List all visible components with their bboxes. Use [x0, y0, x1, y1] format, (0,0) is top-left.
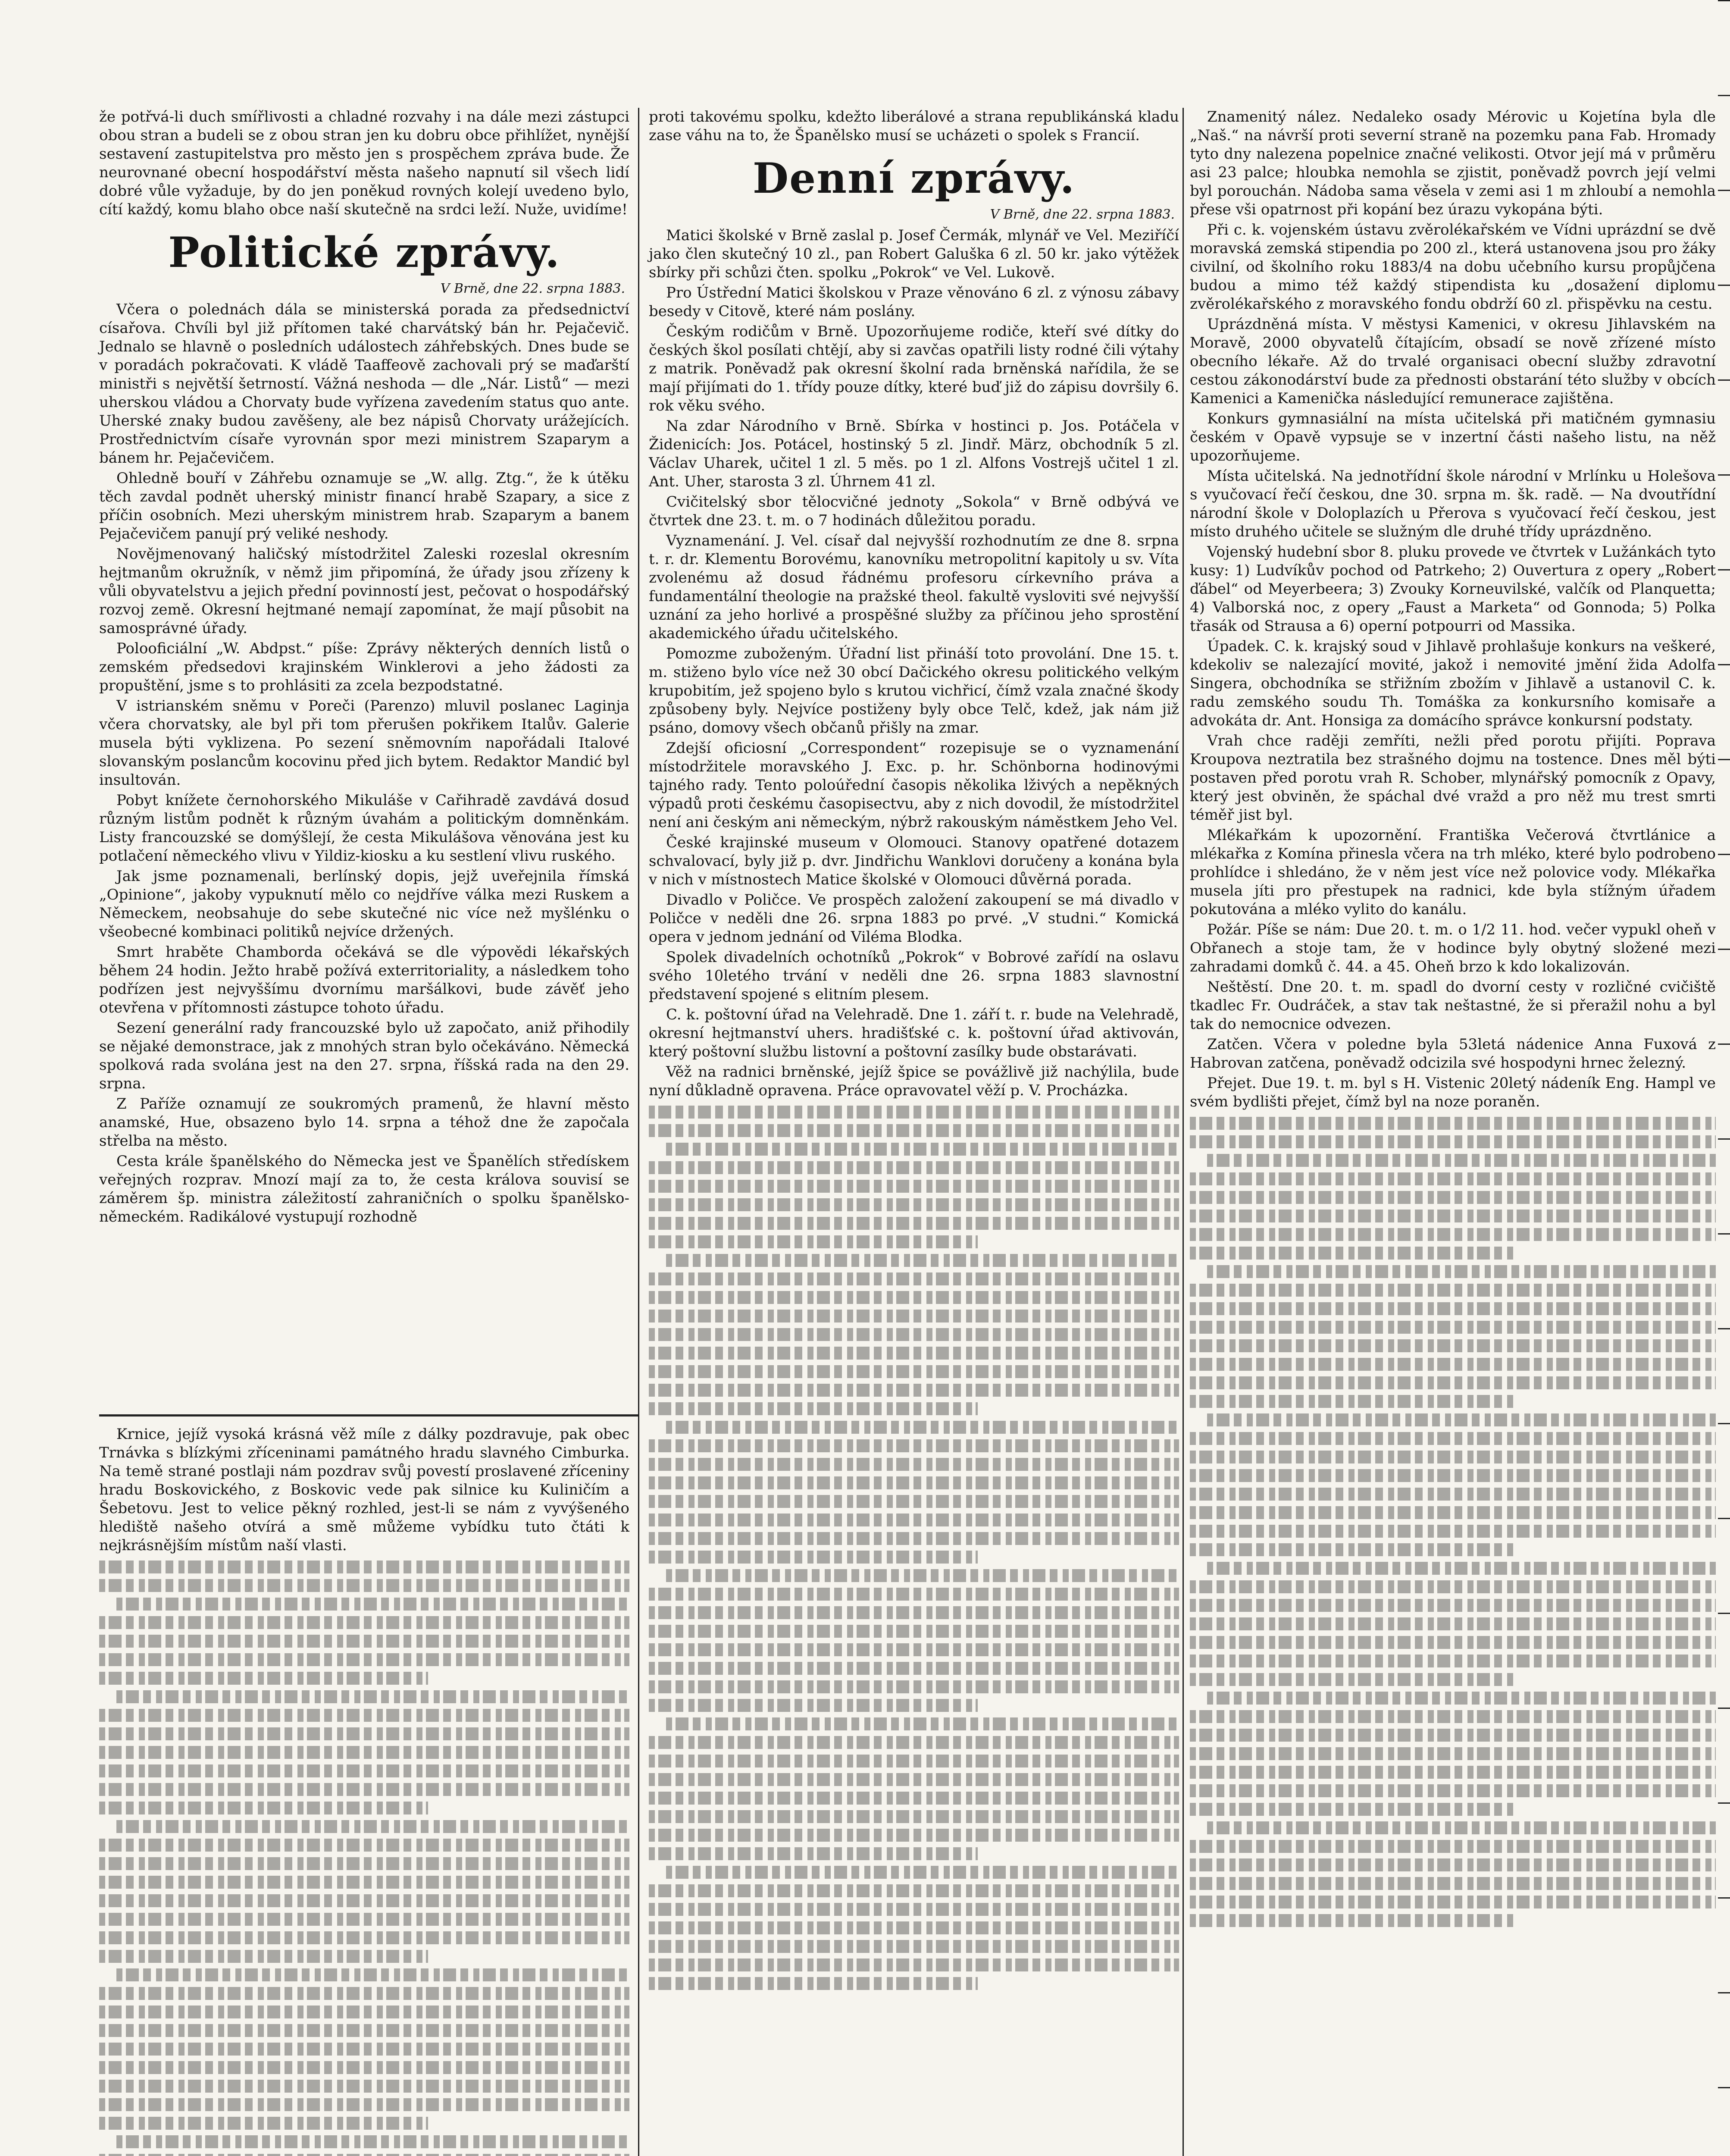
- text-line: [649, 1291, 1179, 1304]
- column-rule: [1183, 108, 1184, 2156]
- article-paragraph: Cvičitelský sbor tělocvičné jednoty „Sokola“ v Brně odbývá ve čtvrtek dne 23. t. m. o 7 hodinách důležitou poradu.: [649, 493, 1179, 529]
- article-paragraph: Vyznamenání. J. Vel. císař dal nejvyšší rozhodnutím ze dne 8. srpna t. r. dr. Klementu Borovému, kanovníku metropolitní kapitoly u sv. Víta zvolenému až dosud řádnému profesoru církevního práva a fundamentální theologie na pražské theol. fakultě vysloviti své nejvyšší uznání za jeho horlivé a prospěšné služby za příčinou jeho sprostění akademického úřadu učitelského.: [649, 532, 1179, 642]
- text-line: [99, 2006, 629, 2018]
- text-line: [649, 1884, 1179, 1897]
- text-line: [99, 1894, 629, 1907]
- text-line: [1190, 1655, 1716, 1667]
- text-line: [1190, 1395, 1516, 1408]
- text-line: [649, 1180, 1179, 1193]
- article-paragraph: proti takovému spolku, kdežto liberálové a strana republikánská kladu zase váhu na to, že Španělsko musí se ucházeti o spolek s Francií.: [649, 108, 1179, 144]
- text-line: [1190, 1840, 1716, 1853]
- text-line: [649, 1903, 1179, 1916]
- text-line: [99, 2117, 428, 2130]
- text-line: [99, 1839, 629, 1852]
- text-line: [99, 1783, 629, 1796]
- text-line: [649, 1458, 1179, 1471]
- dateline: V Brně, dne 22. srpna 1883.: [440, 281, 625, 296]
- article-paragraph: Sezení generální rady francouzské bylo už započato, aniž přihodily se nějaké demonstrace, jak z mnohých stran bylo očekáváno. Německá spolková rada svolána jest na den 27. srpna, říšská rada na den 29. srpna.: [99, 1019, 629, 1092]
- column-middle: [649, 108, 1179, 1996]
- text-line: [649, 1402, 978, 1415]
- text-line: [99, 1616, 629, 1629]
- article-paragraph: Zatčen. Včera v poledne byla 53letá nádenice Anna Fuxová z Habrovan zatčena, poněvadž odcizila své hospodyni hrnec železný.: [1190, 1036, 1716, 1072]
- text-line: [99, 1672, 428, 1685]
- article-paragraph: Ohledně bouří v Záhřebu oznamuje se „W. allg. Ztg.“, že k útěku těch zavdal podnět uherský ministr financí hrabě Szapary, a sice z příčin osobních. Mezi uherským ministrem hrab. Szaparym a banem Pejačevičem panují prý veliké neshody.: [99, 470, 629, 542]
- text-line: [99, 2154, 629, 2156]
- text-line: [1190, 1617, 1716, 1630]
- dateline: V Brně, dne 22. srpna 1883.: [990, 207, 1175, 222]
- text-line: [1190, 1432, 1716, 1445]
- article-paragraph: Českým rodičům v Brně. Upozorňujeme rodiče, kteří své dítky do českých škol posílati chtějí, aby si zavčas opatřili listy rodné čili výtahy z matrik. Poněvadž pak okresní školní rada brněnská nařídila, že se mají přijímati do 1. třídy pouze dítky, které buď již do zápisu dovršily 6. rok věku svého.: [649, 323, 1179, 414]
- text-line: [649, 1847, 978, 1860]
- text-line: [1190, 1339, 1716, 1352]
- text-line: [116, 1968, 629, 1981]
- article-paragraph: Cesta krále španělského do Německa jest ve Španělích středískem veřejných rozprav. Mnozí mají za to, že cesta králova souvisí se záměrem šp. ministra záležitostí zahraničních o spolku španělsko-německém. Radikálové vystupují rozhodně: [99, 1153, 629, 1225]
- column-right: [1190, 108, 1716, 1933]
- text-line: [99, 1561, 629, 1573]
- text-line: [649, 1773, 1179, 1786]
- text-line: [649, 1625, 1179, 1638]
- text-line: [1190, 1896, 1716, 1908]
- text-line: [1190, 1803, 1516, 1816]
- text-line: [649, 1217, 1179, 1230]
- text-line: [99, 1709, 629, 1722]
- text-line: [116, 1598, 629, 1611]
- feuilleton-paragraph: Krnice, jejíž vysoká krásná věž míle z dálky pozdravuje, pak obec Trnávka s blízkými zříceninami památného hradu slavného Cimburka. Na temě strané postlaji nám pozdrav svůj povestí proslavené zříceniny hradu Boskovického, z Boskovic vede pak silnice ku Kuliničím a Šebetovu. Jest to velice pěkný rozhled, jest-li se nám z vyvýšeného hlediště našeho otvírá a smě můžeme vybídku tuto čtáti k nejkrásnějším místům naší vlasti.: [99, 1426, 629, 1554]
- text-line: [666, 1254, 1179, 1267]
- text-line: [649, 1755, 1179, 1767]
- text-line: [1207, 1154, 1716, 1167]
- text-line: [649, 1551, 978, 1564]
- text-line: [99, 1635, 629, 1648]
- text-line: [1190, 1636, 1716, 1649]
- text-line: [99, 2080, 629, 2093]
- column-left: [99, 108, 629, 1228]
- text-line: [649, 1680, 1179, 1693]
- text-line: [99, 1764, 629, 1777]
- column-rule: [638, 108, 639, 2156]
- text-line: [649, 1940, 1179, 1953]
- article-paragraph: Při c. k. vojenském ústavu zvěrolékařském ve Vídni uprázdní se dvě moravská zemská stipendia po 200 zl., která ustanovena jsou pro žáky civilní, od školního roku 1883/4 na dobu učebního kursu propůjčena budou a mimo též každý stipendista ku „dosažení diplomu zvěrolékařského z moravského fondu obdrží 60 zl. přispěvku na cestu.: [1190, 221, 1716, 313]
- text-line: [1190, 1135, 1716, 1148]
- article-paragraph: Požár. Píše se nám: Due 20. t. m. o 1/2 11. hod. večer vypukl oheň v Obřanech a stoje tam, že v hodince byly obytný složené mezi zahradami domků č. 44. a 45. Oheň brzo k kdo lokalizován.: [1190, 921, 1716, 975]
- text-line: [116, 2135, 629, 2148]
- text-line: [1190, 1914, 1516, 1927]
- text-line: [1190, 1284, 1716, 1297]
- text-line: [1190, 1673, 1516, 1686]
- text-line: [649, 1959, 1179, 1971]
- text-line: [99, 2061, 629, 2074]
- article-paragraph: Konkurs gymnasiální na místa učitelská při matičném gymnasiu českém v Opavě vypsuje se v inzertní části našeho listu, na něž upozorňujeme.: [1190, 410, 1716, 464]
- text-line: [99, 1802, 428, 1814]
- article-paragraph: Pomozme zuboženým. Úřadní list přináší toto provolání. Dne 15. t. m. stiženo bylo více než 30 obcí Dačického okresu politického velkým krupobitím, jež spojeno bylo s krutou vichřicí, čímž vzala značné škody způsobeny byly. Nejvíce postiženy byly obce Telč, kdež, jak nám již psáno, domovy všech občanů přišly na zmar.: [649, 645, 1179, 736]
- article-paragraph: Zdejší oficiosní „Correspondent“ rozepisuje se o vyznamenání místodržitele moravského J. Exc. p. hr. Schönborna hodinovými tajného rady. Tento poloúřední časopis několika lživých a nepěkných výpadů proti českému časopisectvu, aby z nich dovodil, že místodržitel není ani českým ani německým, nýbrž rakouským náměstkem Jeho Vel.: [649, 740, 1179, 831]
- text-line: [116, 1690, 629, 1703]
- feuilleton-separator: [99, 1414, 638, 1416]
- text-line: [1190, 1729, 1716, 1742]
- text-line: [649, 1384, 1179, 1397]
- text-line: [99, 2024, 629, 2037]
- text-line: [649, 1829, 1179, 1842]
- article-paragraph: Přejet. Due 19. t. m. byl s H. Vistenic 20letý nádeník Eng. Hampl ve svém bydlišti přejet, čímž byl na noze poraněn.: [1190, 1075, 1716, 1110]
- text-line: [1190, 1599, 1716, 1612]
- text-line: [1190, 1784, 1716, 1797]
- article-paragraph: Smrt hraběte Chamborda očekává se dle výpovědi lékařských během 24 hodin. Ježto hrabě požívá exterritoriality, a následkem toho podřízen jest nejvyššímu dvornímu maršálkovi, bude závěť jeho otevřena v přítomnosti zástupce tohoto úřadu.: [99, 943, 629, 1016]
- text-line: [99, 1579, 629, 1592]
- text-line: [649, 1235, 978, 1248]
- text-line: [649, 1347, 1179, 1360]
- text-line: [649, 1977, 978, 1990]
- text-line: [99, 1950, 428, 1963]
- article-paragraph: Matici školské v Brně zaslal p. Josef Čermák, mlynář ve Vel. Meziříčí jako člen skutečný 10 zl., pan Robert Galuška 6 zl. 50 kr. jako výtěžek sbírky při schůzi čten. spolku „Pokrok“ ve Vel. Lukově.: [649, 227, 1179, 281]
- text-line: [1190, 1488, 1716, 1501]
- text-line: [666, 1866, 1179, 1879]
- text-line: [649, 1514, 1179, 1526]
- text-line: [666, 1569, 1179, 1582]
- text-line: [1190, 1451, 1716, 1463]
- text-line: [1207, 1562, 1716, 1575]
- text-line: [1190, 1247, 1516, 1260]
- section-title-political: Politické zprávy.: [168, 228, 560, 277]
- text-line: [649, 1124, 1179, 1137]
- article-paragraph: Věž na radnici brněnské, jejíž špice se povážlivě již nachýlila, bude nyní důkladně opravena. Práce opravovatel věží p. V. Procházka.: [649, 1063, 1179, 1099]
- text-line: [99, 2043, 629, 2056]
- article-paragraph: C. k. poštovní úřad na Velehradě. Dne 1. září t. r. bude na Velehradě, okresní hejtmanství uhers. hradišťské c. k. poštovní úřad aktivován, který poštovní službu listovní a poštovní zasílky bude obstarávati.: [649, 1006, 1179, 1060]
- text-line: [649, 1439, 1179, 1452]
- text-line: [1190, 1228, 1716, 1241]
- text-line: [649, 1198, 1179, 1211]
- text-line: [99, 2098, 629, 2111]
- text-line: [649, 1161, 1179, 1174]
- text-line: [666, 1421, 1179, 1434]
- text-line: [99, 1876, 629, 1889]
- text-line: [649, 1810, 1179, 1823]
- text-line: [1190, 1543, 1516, 1556]
- article-paragraph: Znamenitý nález. Nedaleko osady Mérovic u Kojetína byla dle „Naš.“ na návrší proti severní straně na pozemku pana Fab. Hromady tyto dny nalezena popelnice značné velikosti. Otvor její má v průměru asi 23 palce; hloubka nemohla se zjistit, poněvadž povrch její velmi byl porouchán. Nádoba sama věsela v zemi asi 1 m zhloubí a nemohla přese vši opatrnost při kopání bez úrazu vykopána býti.: [1190, 108, 1716, 218]
- article-paragraph: Vrah chce raději zemříti, nežli před porotu přijíti. Poprava Kroupova neztratila bez strašného dojmu na tostence. Dnes měl býti postaven před porotu vrah R. Schober, mlynářský pomocník z Opavy, který jest obviněn, že spáchal dvé vražd a pro něž mu trest smrti téměř jist byl.: [1190, 732, 1716, 824]
- text-line: [649, 1699, 978, 1712]
- text-line: [649, 1495, 1179, 1508]
- text-line: [1190, 1710, 1716, 1723]
- text-line: [1190, 1877, 1716, 1890]
- text-line: [99, 1746, 629, 1759]
- text-line: [1190, 1747, 1716, 1760]
- text-line: [649, 1643, 1179, 1656]
- article-paragraph: Pobyt knížete černohorského Mikuláše v Cařihradě zavdává dosud různým listům podnět k různým úvahám a politickým domněnkám. Listy francouzské se domýšlejí, že cesta Mikulášova věnována jest ku potlačení německého vlivu v Yildiz-kiosku a ku sestlení vlivu ruského.: [99, 792, 629, 865]
- text-line: [649, 1106, 1179, 1119]
- article-paragraph: České krajinské museum v Olomouci. Stanovy opatřené dotazem schvalovací, byly již p. dvr. Jindřichu Wanklovi doručeny a konána byla v nich v místnostech Matice školské v Olomouci důvěrná porada.: [649, 834, 1179, 888]
- article-paragraph: Neštěstí. Dne 20. t. m. spadl do dvorní cesty v rozličné cvičiště tkadlec Fr. Oudráček, a stav tak neštastné, že si přeražil nohu a byl tak do nemocnice odvezen.: [1190, 978, 1716, 1033]
- text-line: [1190, 1376, 1716, 1389]
- feuilleton: [99, 1425, 629, 2156]
- article-paragraph: Včera o polednách dála se ministerská porada za předsednictví císařova. Chvíli byl již přítomen také charvátský bán hr. Pejačevič. Jednalo se hlavně o posledních událostech záhřebských. Dnes bude se v poradách pokračovati. K vládě Taaffeově zachovali prý se maďarští ministři s největší šetrností. Vážná neshoda — dle „Nár. Listů“ — mezi uherskou vládou a Chorvaty bude vyřízena zavedením status quo ante. Uherské znaky budou zavěšeny, ale bez nápisů Chorvaty urážejících. Prostřednictvím císaře vyrovnán spor mezi ministrem Szaparym a bánem hr. Pejačevičem.: [99, 301, 629, 467]
- text-line: [666, 1143, 1179, 1156]
- text-line: [649, 1476, 1179, 1489]
- text-line: [1190, 1469, 1716, 1482]
- text-line: [1190, 1858, 1716, 1871]
- text-line: [99, 1653, 629, 1666]
- text-line: [1190, 1525, 1716, 1538]
- text-line: [1190, 1506, 1716, 1519]
- article-paragraph: Úpadek. C. k. krajský soud v Jihlavě prohlašuje konkurs na veškeré, kdekoliv se nalezající movité, jakož i nemovité jmění žida Adolfa Singera, obchodníka se střižním zbožím v Jihlavě a ustanovil C. k. radu zemského soudu Th. Tomáška za konkursního komisaře a advokáta dr. Ant. Honsiga za domácího správce konkursní podstaty.: [1190, 638, 1716, 729]
- text-line: [99, 1857, 629, 1870]
- article-paragraph: Mlékařkám k upozornění. Františka Večerová čtvrtlánice a mlékařka z Komína přinesla včera na trh mléko, které bylo podrobeno prohlídce i shledáno, že v něm jest více než polovice vody. Mlékařka musela jíti pro přestupek na radnici, kde byla stížným úřadem pokutována a mléko vylito do kanálu.: [1190, 827, 1716, 918]
- article-paragraph: Pro Ústřední Matici školskou v Praze věnováno 6 zl. z výnosu zábavy besedy v Citově, které nám poslány.: [649, 284, 1179, 320]
- text-line: [99, 1913, 629, 1926]
- text-line: [116, 1820, 629, 1833]
- text-line: [1207, 1821, 1716, 1834]
- text-line: [649, 1328, 1179, 1341]
- article-paragraph: Na zdar Národního v Brně. Sbírka v hostinci p. Jos. Potáčela v Židenicích: Jos. Potácel, hostinský 5 zl. Jindř. März, obchodník 5 zl. Václav Uharek, učitel 1 zl. 5 měs. po 1 zl. Alfons Vostrejš učitel 1 zl. Ant. Uher, starosta 3 zl. Úhrnem 41 zl.: [649, 417, 1179, 490]
- article-paragraph: Vojenský hudební sbor 8. pluku provede ve čtvrtek v Lužánkách tyto kusy: 1) Ludvíkův pochod od Patrkeho; 2) Ouvertura z opery „Robert ďábel“ od Meyerbeera; 3) Zvouky Korneuvilské, valčík od Planquetta; 4) Valborská noc, z opery „Faust a Marketa“ od Gonnoda; 5) Polka třasák od Strausa a 6) operní potpourri od Massika.: [1190, 543, 1716, 635]
- article-paragraph: že potřvá-li duch smířlivosti a chladné rozvahy i na dále mezi zástupci obou stran a budeli se z obou stran jen ku dobru obce přihlížet, nynější sestavení zastupitelstva pro město jen s prospěchem zpráva bude. Že neurovnané obecní hospodářství města našeho napnutí sil všech lidí dobré vůle vyžaduje, by do jen poněkud rovných kolejí uvedeno bylo, cítí každý, komu blaho obce naší skutečně na srdci leží. Nuže, uvidíme!: [99, 108, 629, 218]
- article-paragraph: Z Paříže oznamují ze soukromých pramenů, že hlavní město anamské, Hue, obsazeno bylo 14. srpna a téhož dne že započala střelba na město.: [99, 1095, 629, 1150]
- text-line: [1207, 1692, 1716, 1705]
- article-paragraph: V istrianském sněmu v Poreči (Parenzo) mluvil poslanec Laginja včera chorvatsky, ale byl při tom přerušen pokřikem Italův. Galerie musela býti vyklizena. Po sezení sněmovním napořádali Italové slovanským poslancům kocovinu před jich bytem. Redaktor Mandić byl insultován.: [99, 697, 629, 789]
- section-title-daily: Denní zprávy.: [752, 154, 1076, 203]
- text-line: [649, 1310, 1179, 1322]
- page-edge: [1718, 0, 1730, 2156]
- text-line: [649, 1588, 1179, 1601]
- text-line: [649, 1792, 1179, 1805]
- article-paragraph: Polooficiální „W. Abdpst.“ píše: Zprávy některých denních listů o zemském předsedovi krajinském Winklerovi a jeho žádosti za propuštění, jsme s to prohlásiti za zcela bezpodstatné.: [99, 640, 629, 694]
- text-line: [1207, 1265, 1716, 1278]
- text-line: [99, 1727, 629, 1740]
- text-line: [1190, 1191, 1716, 1204]
- text-line: [649, 1921, 1179, 1934]
- text-line: [649, 1365, 1179, 1378]
- text-line: [649, 1272, 1179, 1285]
- article-paragraph: Divadlo v Poličce. Ve prospěch založení zakoupení se má divadlo v Poličce v neděli dne 26. srpna 1883 po prvé. „V studni.“ Komická opera v jednom jednání od Viléma Blodka.: [649, 891, 1179, 946]
- text-line: [1207, 1413, 1716, 1426]
- text-line: [1190, 1580, 1716, 1593]
- text-line: [649, 1606, 1179, 1619]
- article-paragraph: Jak jsme poznamenali, berlínský dopis, jejž uveřejnila římská „Opinione“, jakoby vypuknutí mělo co nejdříve válka mezi Ruskem a Německem, neobsahuje do sebe skutečné nic více než myšlénku o všeobecné kombinaci politiků nejvíce držených.: [99, 868, 629, 940]
- text-line: [649, 1662, 1179, 1675]
- text-line: [1190, 1117, 1716, 1130]
- text-line: [649, 1736, 1179, 1749]
- text-line: [1190, 1321, 1716, 1334]
- text-line: [99, 1987, 629, 2000]
- text-line: [1190, 1302, 1716, 1315]
- text-line: [1190, 1358, 1716, 1371]
- text-line: [649, 1532, 1179, 1545]
- article-paragraph: Novějmenovaný haličský místodržitel Zaleski rozeslal okresním hejtmanům okružník, v němž jim připomíná, že úřady jsou zřízeny k vůli obyvatelstvu a jejich přední povinností jest, pečovat o hospodářský rozvoj země. Okresní hejtmané nemají zapomínat, že mají působit na samosprávné úřady.: [99, 545, 629, 637]
- article-paragraph: Uprázdněná místa. V městysi Kamenici, v okresu Jihlavském na Moravě, 2000 obyvatelů čítajícím, obsadí se nově zřízené místo obecního lékaře. Až do trvalé organisaci obecní služby zdravotní cestou zákonodárství bude za přednosti obstarání této služby v obcích Kamenici a Kamenička následující remunerace zajištěna.: [1190, 316, 1716, 407]
- article-paragraph: Místa učitelská. Na jednotřídní škole národní v Mrlínku u Holešova s vyučovací řečí českou, dne 30. srpna m. šk. radě. — Na dvoutřídní národní škole v Doloplazích u Přerova s vyučovací řečí českou, jest místo druhého učitele se služným dle druhé třídy uprázdněno.: [1190, 467, 1716, 540]
- text-line: [1190, 1766, 1716, 1779]
- text-line: [1190, 1210, 1716, 1222]
- text-line: [99, 1931, 629, 1944]
- text-line: [666, 1717, 1179, 1730]
- article-paragraph: Spolek divadelních ochotníků „Pokrok“ v Bobrové zařídí na oslavu svého 10letého trvání v neděli dne 26. srpna 1883 slavnostní představení spojené s elitním plesem.: [649, 949, 1179, 1003]
- text-line: [1190, 1172, 1716, 1185]
